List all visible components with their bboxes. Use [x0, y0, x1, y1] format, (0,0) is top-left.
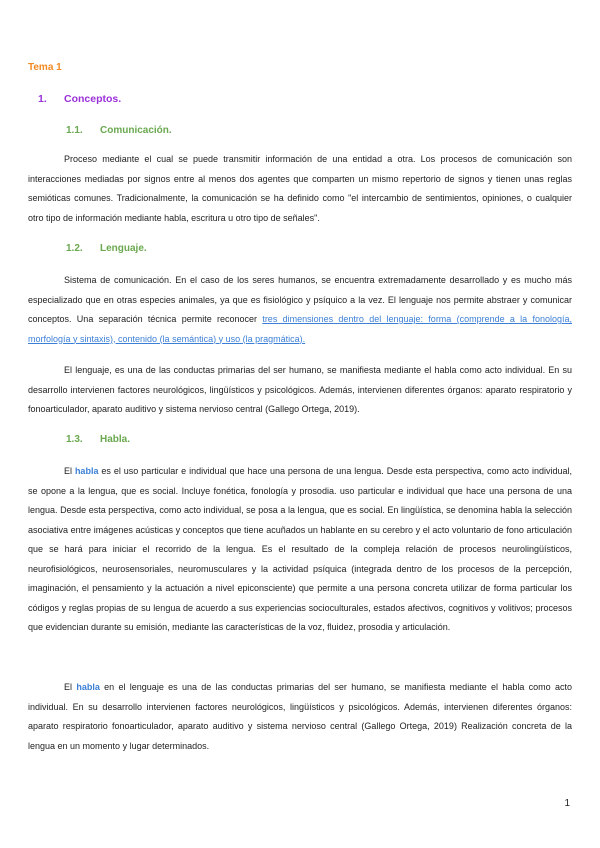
topic-label: Tema 1: [28, 62, 62, 73]
subheading-number: 1.3.: [66, 434, 83, 445]
paragraph-habla-lenguaje: [28, 678, 572, 756]
paragraph-text: Proceso mediante el cual se puede transmitir información de una entidad a otra. Los procesos de comunicación son interacciones mediadas por signos entre al menos dos agentes que comparten un mismo repertorio de signos y tienen unas reglas semióticas comunes. Tradicionalmente, la comunicación se ha definido como "el intercambio de sentimientos, opiniones, o cualquier otro tipo de información mediante habla, escritura u otro tipo de señales".: [28, 154, 572, 223]
paragraph-text: es el uso particular e individual que hace una persona de una lengua. Desde esta perspectiva, como acto individual, se opone a la lengua, que es social. Incluye fonética, fonología y prosodia. uso particular e individual que hace una persona de una lengua. Desde esta perspectiva, como acto individual, se posa a la lengua, que es social. En lingüística, se denomina habla la selección asociativa entre imágenes acústicas y conceptos que tiene acuñados un hablante en su cerebro y el acto voluntario de fono articulación que se hará para iniciar el recorrido de la lengua. Es el resultado de la compleja relación de procesos neurolingüísticos, neurofisiológicos, neurosensoriales, neuromusculares y la actividad psíquica (integrada dentro de los procesos de la percepción, imaginación, el pensamiento y la actuación a nivel epiconsciente) que permite a una persona concreta utilizar de forma particular los códigos y reglas propias de su lengua de acuerdo a sus experiencias socioculturales, estados afectivos, cognitivos y volitivos; procesos que evidencian durante su emisión, mediante las características de la voz, fluidez, prosodia y articulación.: [28, 466, 572, 632]
subheading-number: 1.1.: [66, 125, 83, 136]
paragraph-lenguaje-conducta: [28, 361, 572, 420]
paragraph-prefix: El: [64, 682, 77, 692]
section-heading-conceptos: [38, 93, 121, 105]
paragraph-text: en el lenguaje es una de las conductas primarias del ser humano, se manifiesta mediante el habla como acto individual. En su desarrollo intervienen factores neurológicos, lingüísticos y psicológicos. Además, intervienen diferentes órganos: aparato respiratorio fonoarticulador, aparato auditivo y sistema nervioso central (Gallego Ortega, 2019) Realización concreta de la lengua en un momento y lugar determinados.: [28, 682, 572, 751]
subheading-lenguaje: [66, 243, 147, 254]
paragraph-comunicacion: [28, 150, 572, 228]
paragraph-lenguaje: [28, 271, 572, 349]
paragraph-text: Sistema de comunicación. En el caso de los seres humanos, se encuentra extremadamente desarrollado y es mucho más especializado que en otras especies animales, ya que es fisiológico y psíquico a la vez. El lenguaje nos permite abstraer y comunicar conceptos. Una separación técnica permite reconocer: [28, 275, 572, 324]
page-number: 1: [564, 798, 570, 809]
subheading-title: Comunicación.: [100, 125, 172, 136]
section-title: Conceptos.: [64, 93, 122, 105]
highlighted-term: habla: [76, 682, 100, 692]
paragraph-text: El lenguaje, es una de las conductas primarias del ser humano, se manifiesta mediante el habla como acto individual. En su desarrollo intervienen factores neurológicos, lingüísticos y psicológicos. Además, intervienen diferentes órganos: aparato respiratorio y fonoarticulador, aparato auditivo y sistema nervioso central (Gallego Ortega, 2019).: [28, 365, 572, 414]
highlighted-term: habla: [74, 466, 99, 476]
section-number: 1.: [38, 93, 47, 105]
subheading-title: Lenguaje.: [100, 243, 147, 254]
subheading-comunicacion: [66, 125, 172, 136]
paragraph-habla: [28, 462, 572, 638]
dimensions-link[interactable]: tres dimensiones dentro del lenguaje: forma (comprende a la fonología, morfología y sintaxis), contenido (la semántica) y uso (la pragmática).: [28, 314, 573, 344]
subheading-habla: [66, 434, 130, 445]
paragraph-prefix: El: [64, 466, 75, 476]
subheading-number: 1.2.: [66, 243, 83, 254]
subheading-title: Habla.: [100, 434, 131, 445]
